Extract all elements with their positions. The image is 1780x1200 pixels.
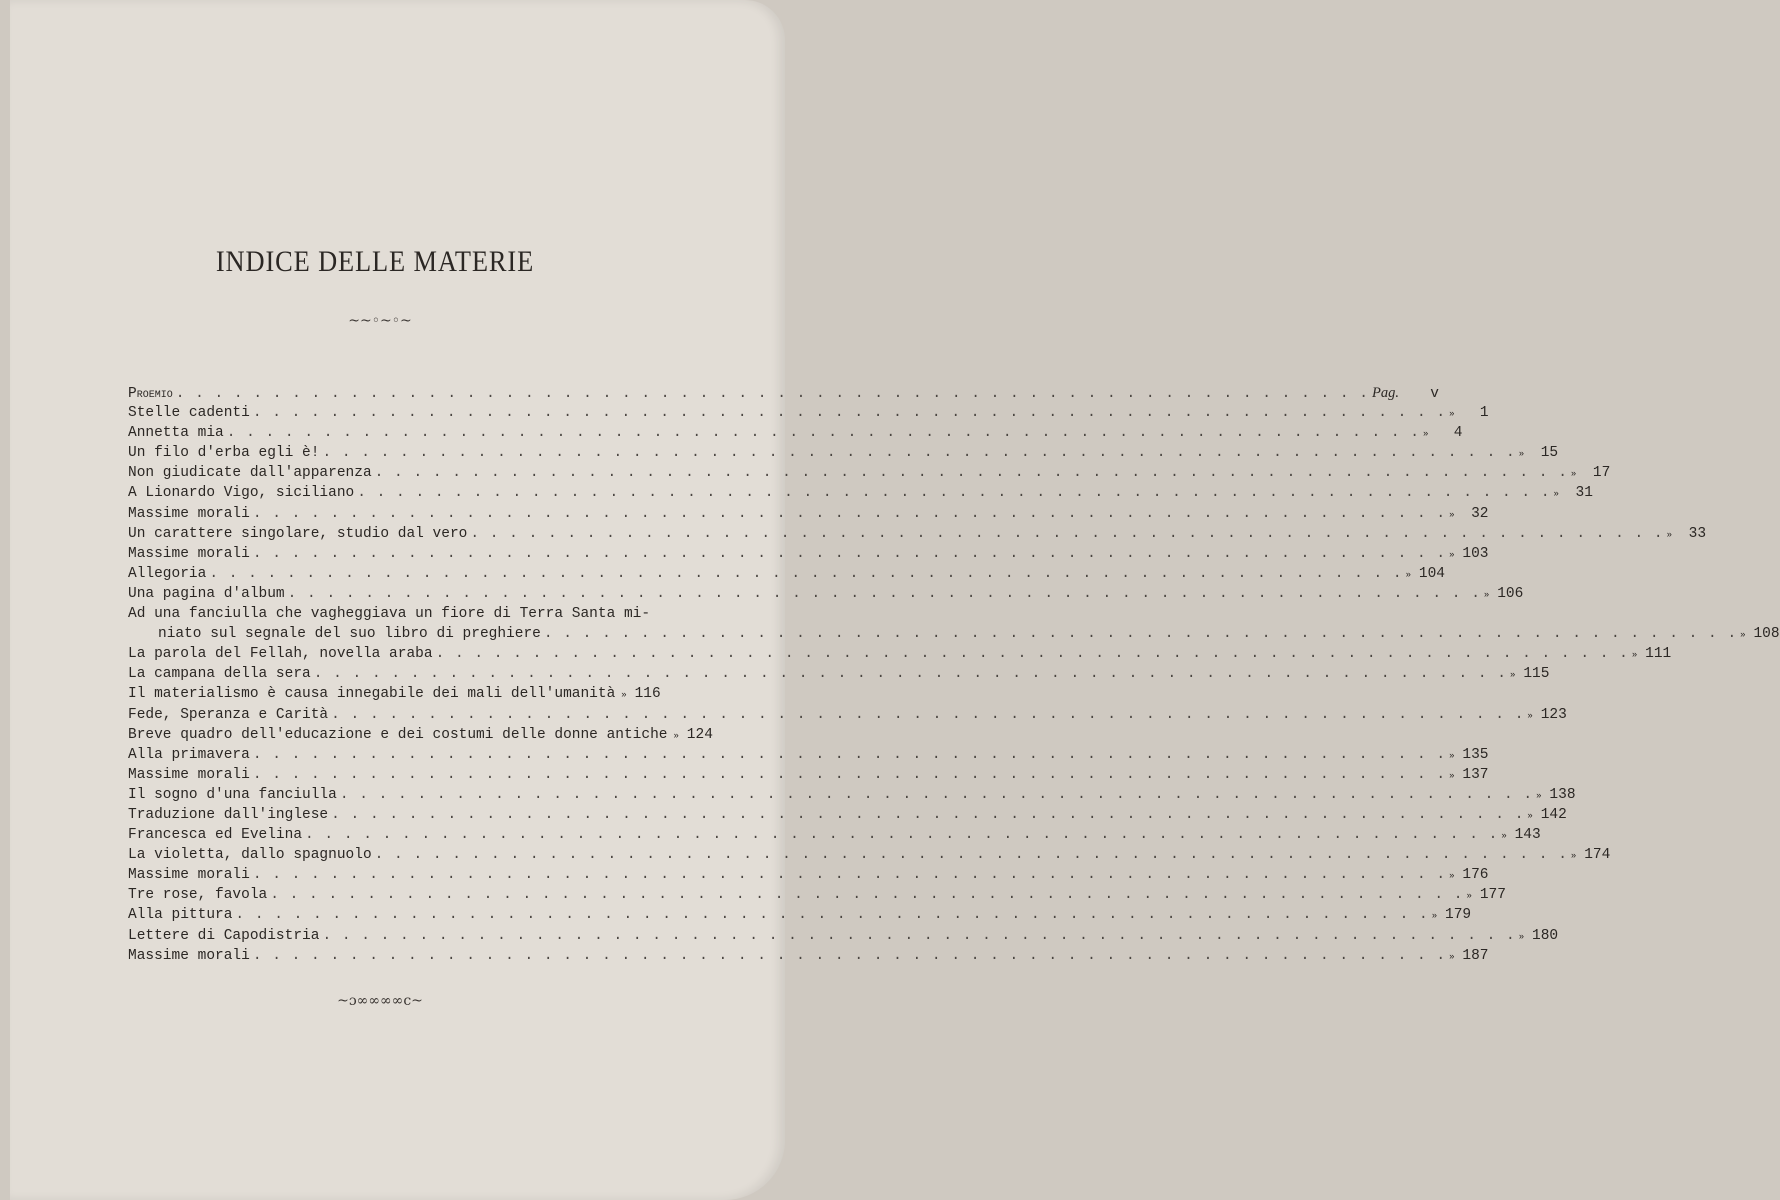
toc-entry-page: 138 [1549, 786, 1576, 803]
leader-dots [340, 785, 1533, 805]
toc-entry-title: La campana della sera [128, 666, 311, 683]
toc-entry-page: 137 [1462, 766, 1489, 783]
leader-dots [375, 463, 1568, 483]
toc-entry-page: 180 [1532, 927, 1559, 944]
toc-entry-page: 115 [1523, 666, 1550, 683]
toc-row [128, 584, 1524, 604]
toc-row [128, 885, 1506, 905]
toc-row [128, 946, 1489, 966]
ditto-mark: » [1449, 409, 1455, 420]
ditto-mark: » [1449, 549, 1455, 560]
pag-label: Pag. [1372, 385, 1399, 401]
leader-dots [227, 423, 1420, 443]
toc-entry-page: 1 [1479, 405, 1489, 422]
ditto-mark: » [1449, 770, 1455, 781]
toc-row [128, 624, 1780, 644]
leader-dots [176, 384, 1369, 404]
toc-entry-title: Un filo d'erba egli è! [128, 445, 320, 462]
toc-entry-title: Traduzione dall'inglese [128, 806, 329, 823]
toc-row [128, 524, 1707, 544]
toc-row [128, 745, 1489, 765]
ditto-mark: » [1449, 750, 1455, 761]
ditto-mark: » [1510, 670, 1516, 681]
toc-row [128, 684, 661, 704]
ditto-mark: » [1570, 469, 1577, 480]
toc-entry-page: 187 [1462, 947, 1489, 964]
leader-dots [253, 745, 1446, 765]
toc-entry-page: 177 [1479, 887, 1506, 904]
ditto-mark: » [1449, 509, 1455, 520]
toc-entry-title: Una pagina d'album [128, 585, 285, 602]
leader-dots [375, 845, 1568, 865]
toc-entry-title: Stelle cadenti [128, 405, 250, 422]
leader-dots [314, 664, 1507, 684]
ditto-mark: » [1483, 589, 1490, 600]
ornament-top: ~~◦~◦~ [348, 313, 412, 329]
toc-entry-title: niato sul segnale del suo libro di preghiere [158, 626, 541, 643]
toc-row [128, 644, 1672, 664]
ditto-mark: » [1631, 650, 1638, 661]
toc-entry-title: Lettere di Capodistria [128, 927, 320, 944]
toc-row [128, 805, 1567, 825]
toc-row [128, 765, 1489, 785]
toc-entry-title: A Lionardo Vigo, siciliano [128, 485, 355, 502]
leader-dots [470, 524, 1663, 544]
toc-entry-title: Non giudicate dall'apparenza [128, 465, 372, 482]
toc-entry-page: 106 [1497, 585, 1524, 602]
toc-entry-title: Un carattere singolare, studio dal vero [128, 525, 468, 542]
toc-entries [128, 403, 1780, 966]
toc-row [128, 865, 1489, 885]
toc-entry-title: La parola del Fellah, novella araba [128, 646, 433, 663]
ditto-mark: » [1527, 710, 1533, 721]
leader-dots [253, 765, 1446, 785]
leader-dots [322, 443, 1515, 463]
toc-entry-page: 143 [1514, 827, 1541, 844]
toc-entry-title: Alla primavera [128, 746, 250, 763]
toc-entry-page: 124 [686, 726, 713, 743]
ornament-bottom: ~ɔ∞∞∞∞c~ [337, 993, 423, 1009]
leader-dots [288, 584, 1481, 604]
ditto-mark: » [1518, 449, 1525, 460]
toc-entry-page: 176 [1462, 867, 1489, 884]
ditto-mark: » [621, 690, 627, 701]
leader-dots [544, 624, 1737, 644]
toc-entry-page: 103 [1462, 545, 1489, 562]
toc-entry-title: Massime morali [128, 545, 250, 562]
leader-dots [253, 403, 1446, 423]
ditto-mark: » [1466, 891, 1472, 902]
toc-row [128, 423, 1463, 443]
ditto-mark: » [1501, 831, 1507, 842]
leader-dots [357, 483, 1550, 503]
ditto-mark: » [1449, 871, 1455, 882]
toc-entry-title: Il sogno d'una fanciulla [128, 786, 337, 803]
ditto-mark: » [1527, 810, 1533, 821]
leader-dots [253, 504, 1446, 524]
toc-entry-title: Breve quadro dell'educazione e dei costumi delle donne antiche [128, 726, 668, 743]
ditto-mark: » [1553, 489, 1559, 500]
toc-entry-title: Massime morali [128, 505, 250, 522]
toc-row [128, 705, 1567, 725]
toc-entry-page: v [1430, 386, 1439, 402]
leader-dots [253, 865, 1446, 885]
leader-dots [253, 946, 1446, 966]
toc-entry-page: 104 [1418, 565, 1446, 582]
leader-dots [270, 885, 1463, 905]
leader-dots [322, 926, 1515, 946]
leader-dots [305, 825, 1498, 845]
toc-entry-title: Allegoria [128, 565, 207, 582]
toc-entry-page: 135 [1462, 746, 1489, 763]
table-of-contents [128, 383, 1780, 966]
toc-row [128, 504, 1489, 524]
toc-row [128, 664, 1550, 684]
ditto-mark: » [1431, 911, 1438, 922]
toc-entry-title: Tre rose, favola [128, 887, 268, 904]
toc-entry-page: 32 [1471, 505, 1489, 522]
toc-row [128, 785, 1576, 805]
toc-row [128, 604, 651, 624]
ditto-mark: » [1518, 931, 1525, 942]
toc-row [128, 845, 1611, 865]
toc-entry-title: Fede, Speranza e Carità [128, 706, 329, 723]
toc-entry-page: 17 [1592, 465, 1611, 482]
toc-entry-title: Massime morali [128, 947, 250, 964]
toc-entry-page: 108 [1753, 626, 1780, 643]
toc-entry-title: Proemio [128, 386, 173, 402]
toc-entry-title: Massime morali [128, 766, 250, 783]
toc-entry-title: Ad una fanciulla che vagheggiava un fiore di Terra Santa mi- [128, 606, 651, 623]
toc-entry-page: 111 [1645, 646, 1672, 663]
toc-row [128, 725, 713, 745]
toc-entry-page: 31 [1575, 485, 1593, 502]
ditto-mark: » [1449, 951, 1455, 962]
leader-dots [331, 805, 1524, 825]
toc-row [128, 926, 1559, 946]
toc-row [128, 403, 1489, 423]
toc-entry-title: Francesca ed Evelina [128, 827, 303, 844]
toc-entry-page: 123 [1540, 706, 1567, 723]
toc-entry-page: 4 [1453, 425, 1463, 442]
toc-entry-page: 116 [634, 686, 661, 703]
toc-entry-page: 179 [1445, 907, 1472, 924]
ditto-mark: » [1423, 429, 1429, 440]
toc-row [128, 544, 1489, 564]
toc-entry-title: La violetta, dallo spagnuolo [128, 847, 372, 864]
ditto-mark: » [1740, 630, 1746, 641]
toc-entry-title: Alla pittura [128, 907, 233, 924]
toc-row [128, 825, 1541, 845]
ditto-mark: » [1536, 790, 1542, 801]
toc-row [128, 443, 1559, 463]
page-title: INDICE DELLE MATERIE [215, 245, 535, 278]
toc-entry-page: 174 [1584, 847, 1611, 864]
leader-dots [235, 905, 1428, 925]
toc-entry-page: 15 [1540, 445, 1559, 462]
toc-row [128, 905, 1472, 925]
toc-row [128, 463, 1611, 483]
ditto-mark: » [1570, 851, 1577, 862]
toc-entry-title: Annetta mia [128, 425, 224, 442]
toc-row [128, 483, 1593, 503]
toc-entry-page: 33 [1688, 525, 1707, 542]
toc-row [128, 564, 1446, 584]
leader-dots [253, 544, 1446, 564]
leader-dots [436, 644, 1629, 664]
toc-entry-title: Massime morali [128, 867, 250, 884]
leader-dots [331, 705, 1524, 725]
book-page [10, 0, 1780, 1200]
ditto-mark: » [1405, 569, 1412, 580]
toc-row-header [128, 383, 1439, 403]
toc-entry-title: Il materialismo è causa innegabile dei mali dell'umanità [128, 686, 616, 703]
leader-dots [209, 564, 1402, 584]
ditto-mark: » [1666, 529, 1673, 540]
toc-entry-page: 142 [1540, 806, 1567, 823]
ditto-mark: » [673, 730, 679, 741]
